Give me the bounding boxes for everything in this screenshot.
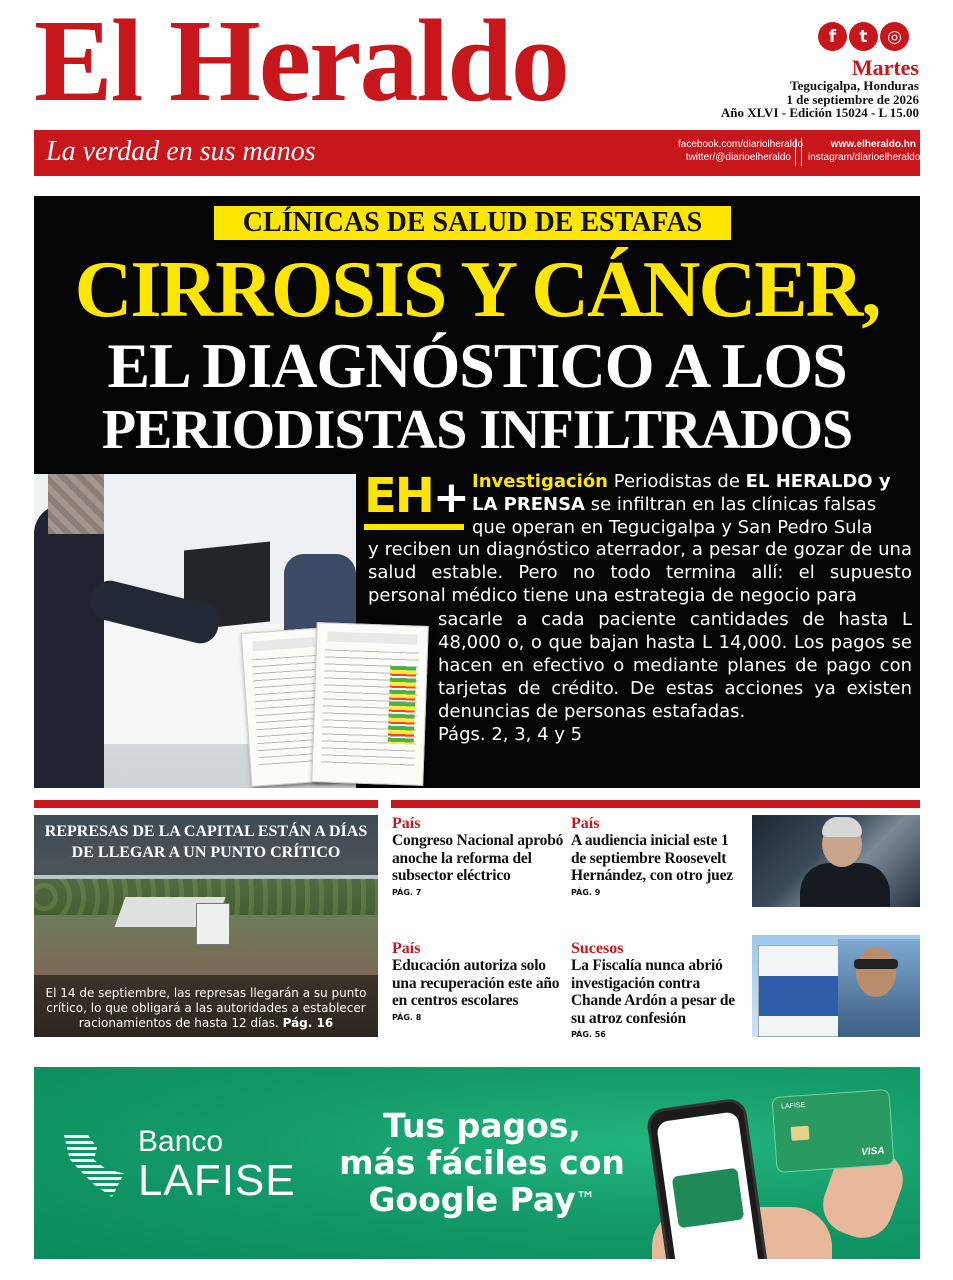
story-pages[interactable]: Págs. 2, 3, 4 y 5 — [438, 724, 583, 745]
section-rule — [391, 800, 920, 808]
twitter-link[interactable]: twitter/@diarioelheraldo — [685, 151, 791, 163]
issue-info — [721, 56, 919, 120]
issue-date: 1 de septiembre de 2026 — [786, 91, 919, 107]
story-body-intro: Investigación Periodistas de EL HERALDO y LA PRENSA se infiltran en las clínicas falsas que operan en Tegucigalpa y San Pedro Sula — [472, 471, 891, 538]
bank-advertisement[interactable] — [34, 1067, 920, 1259]
brief-page: PÁG. 7 — [392, 887, 422, 897]
section-label: Investigación — [472, 471, 608, 492]
masthead-bar — [34, 130, 920, 176]
instagram-link[interactable]: instagram/diarioelheraldo — [808, 151, 921, 163]
headline-line-2[interactable]: EL DIAGNÓSTICO A LOS — [107, 330, 847, 401]
reservoir-caption: El 14 de septiembre, las represas llegarán a su punto crítico, lo que obligará a las autoridades a establecer racionamientos de hasta 12 días. Pág. 16 — [45, 986, 367, 1030]
story-body-end: sacarle a cada paciente cantidades de hasta L 48,000 o, o que bajan hasta L 14,000. Los pagos se hacen en efectivo o mediante planes de pago con tarjetas de crédito. De estas acciones ya existen denuncias de personas estafadas. Págs. 2, 3, 4 y 5 — [438, 609, 912, 745]
brief-headline[interactable]: Congreso Nacional aprobó anoche la reforma del subsector eléctrico — [392, 832, 564, 884]
blurred-face — [48, 474, 104, 534]
bank-name-line-1: Banco — [138, 1125, 224, 1158]
brief-headline[interactable]: Educación autoriza solo una recuperación este año en centros escolares — [392, 957, 560, 1009]
brief-section: País — [571, 815, 600, 832]
main-story[interactable] — [34, 196, 920, 788]
logo-rule — [364, 524, 464, 530]
story-kicker: CLÍNICAS DE SALUD DE ESTAFAS — [214, 206, 731, 240]
facebook-icon[interactable]: f — [818, 22, 847, 51]
facebook-link[interactable]: facebook.com/diariolheraldo — [678, 139, 804, 150]
reservoir-page[interactable]: Pág. 16 — [282, 1016, 334, 1030]
defendant-photo — [752, 815, 920, 907]
brief-section: País — [392, 940, 421, 957]
brief-section: Sucesos — [571, 940, 624, 957]
reservoir-headline[interactable]: REPRESAS DE LA CAPITAL ESTÁN A DÍAS DE LLEGAR A UN PUNTO CRÍTICO — [44, 823, 368, 861]
brief-item[interactable] — [571, 815, 747, 897]
brief-section: País — [392, 815, 421, 832]
issue-location: Tegucigalpa, Honduras — [790, 78, 919, 94]
lab-results-table-document — [311, 622, 429, 786]
brief-page: PÁG. 8 — [392, 1012, 422, 1022]
eh-plus-logo: EH+ — [364, 468, 468, 524]
brief-item[interactable] — [571, 940, 747, 1039]
instagram-icon[interactable]: ◎ — [880, 22, 909, 51]
divider — [795, 138, 802, 166]
tagline: La verdad en sus manos — [46, 136, 316, 167]
social-icons — [818, 22, 909, 51]
section-rule — [34, 800, 378, 808]
brief-item[interactable] — [392, 815, 568, 897]
headline-line-1[interactable]: CIRROSIS Y CÁNCER, — [74, 246, 880, 334]
newspaper-title: El Heraldo — [34, 0, 568, 126]
ad-slogan: Tus pagos, más fáciles con Google Pay™ — [339, 1106, 625, 1219]
issue-day: Martes — [851, 55, 919, 80]
brief-item[interactable] — [392, 940, 568, 1022]
twitter-icon[interactable]: t — [849, 22, 878, 51]
social-links-right — [808, 139, 921, 164]
story-body-middle: y reciben un diagnóstico aterrador, a pesar de gozar de una salud estable. Pero no todo termina allí: el supuesto personal médico tiene una estrategia de negocio para — [368, 539, 912, 606]
brief-page: PÁG. 9 — [571, 887, 601, 897]
brief-headline[interactable]: La Fiscalía nunca abrió investigación contra Chande Ardón a pesar de su atroz confesión — [571, 957, 735, 1027]
social-links-left — [678, 139, 804, 164]
website-link[interactable]: www.elheraldo.hn — [830, 139, 916, 150]
issue-edition: Año XLVI - Edición 15024 - L 15.00 — [720, 105, 919, 121]
lafise-logo-icon — [64, 1135, 124, 1197]
headline-line-3[interactable]: PERIODISTAS INFILTRADOS — [101, 399, 853, 461]
phone-image — [645, 1097, 770, 1259]
brief-headline[interactable]: A audiencia inicial este 1 de septiembre Roosevelt Hernández, con otro juez — [571, 832, 733, 884]
prosecutor-building-photo — [752, 935, 920, 1037]
brief-page: PÁG. 56 — [571, 1030, 606, 1039]
credit-card-image: LAFISE VISA — [771, 1089, 894, 1173]
bank-name-line-2: LAFISE — [138, 1156, 296, 1205]
reservoir-story[interactable] — [34, 815, 378, 1037]
